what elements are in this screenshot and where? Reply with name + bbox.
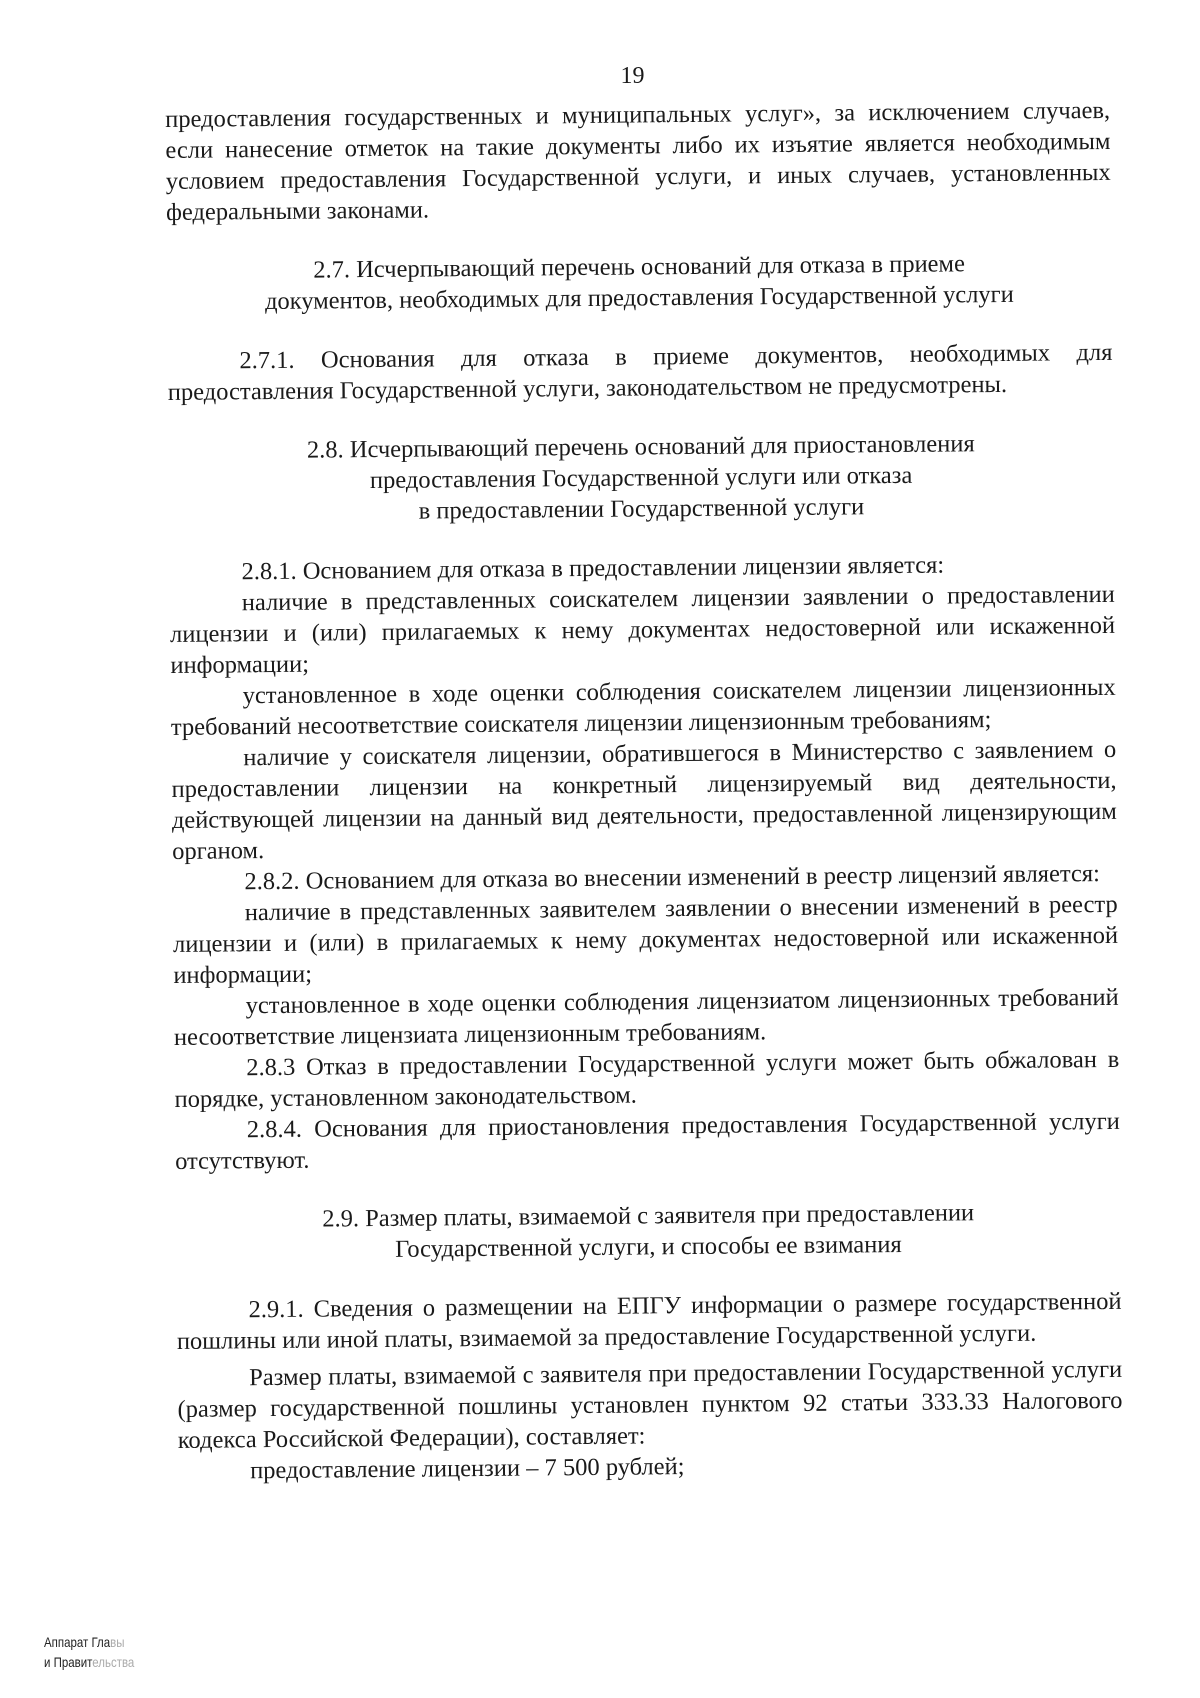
paragraph: наличие у соискателя лицензии, обратившегося в Министерство с заявлением о предоставлении лицензии на конкретный лицензируемый вид деятельности, действующей лицензии на данный вид деятельности, предоставленной лицензирующим органом. xyxy=(171,735,1117,865)
paragraph: 2.8.4. Основания для приостановления предоставления Государственной услуги отсутствуют. xyxy=(175,1107,1120,1175)
section-heading-line: в предоставлении Государственной услуги xyxy=(418,493,865,525)
paragraph: 2.7.1. Основания для отказа в приеме документов, необходимых для предоставления Государственной услуги, законодательством не предусмотрены. xyxy=(167,338,1113,406)
stamp-line-2: и Правительства xyxy=(44,1654,135,1670)
stamp-footer xyxy=(44,1632,134,1672)
paragraph: наличие в представленных соискателем лицензии заявлении о предоставлении лицензии и (или) прилагаемых к нему документах недостоверной или искаженной информации; xyxy=(169,580,1116,679)
paragraph: установленное в ходе оценки соблюдения соискателем лицензии лицензионных требований несоответствие соискателя лицензии лицензионным требованиям; xyxy=(170,673,1116,741)
stamp-line-1: Аппарат Главы xyxy=(44,1634,125,1650)
section-heading xyxy=(176,1196,1122,1267)
paragraph: 2.8.1. Основанием для отказа в предоставлении лицензии является: xyxy=(241,551,945,586)
section-heading-line: 2.9. Размер платы, взимаемой с заявителя при предоставлении xyxy=(322,1199,975,1233)
paragraph: Размер платы, взимаемой с заявителя при предоставлении Государственной услуги (размер государственной пошлины установлен пунктом 92 статьи 333.33 Налогового кодекса Российской Федерации), составляет: xyxy=(177,1355,1123,1454)
paragraph: 2.9.1. Сведения о размещении на ЕПГУ информации о размере государственной пошлины или иной платы, взимаемой за предоставление Государственной услуги. xyxy=(176,1287,1122,1355)
section-heading-line: Государственной услуги, и способы ее взимания xyxy=(395,1230,902,1263)
section-heading-line: документов, необходимых для предоставления Государственной услуги xyxy=(264,280,1014,316)
section-heading xyxy=(168,427,1114,529)
paragraph: 2.8.3 Отказ в предоставлении Государственной услуги может быть обжалован в порядке, установленном законодательством. xyxy=(174,1045,1120,1113)
paragraph: наличие в представленных заявителем заявлении о внесении изменений в реестр лицензии и (или) в прилагаемых к нему документах недостоверной или искаженной информации; xyxy=(172,890,1119,989)
paragraph: предоставление лицензии – 7 500 рублей; xyxy=(249,1453,685,1485)
section-heading xyxy=(166,247,1112,318)
page-number: 19 xyxy=(620,63,645,89)
paragraph: предоставления государственных и муниципальных услуг», за исключением случаев, если нанесение отметок на такие документы либо их изъятие является необходимым условием предоставления Государственной услуги, и иных случаев, установленных федеральными законами. xyxy=(165,96,1111,226)
paragraph: установленное в ходе оценки соблюдения лицензиатом лицензионных требований несоответствие лицензиата лицензионным требованиям. xyxy=(173,983,1119,1051)
section-heading-line: 2.7. Исчерпывающий перечень оснований для отказа в приеме xyxy=(313,250,965,284)
document-body xyxy=(165,95,1123,1487)
section-heading-line: 2.8. Исчерпывающий перечень оснований для приостановления xyxy=(306,430,975,464)
paragraph: 2.8.2. Основанием для отказа во внесении изменений в реестр лицензий является: xyxy=(244,860,1100,896)
section-heading-line: предоставления Государственной услуги или отказа xyxy=(369,461,913,495)
